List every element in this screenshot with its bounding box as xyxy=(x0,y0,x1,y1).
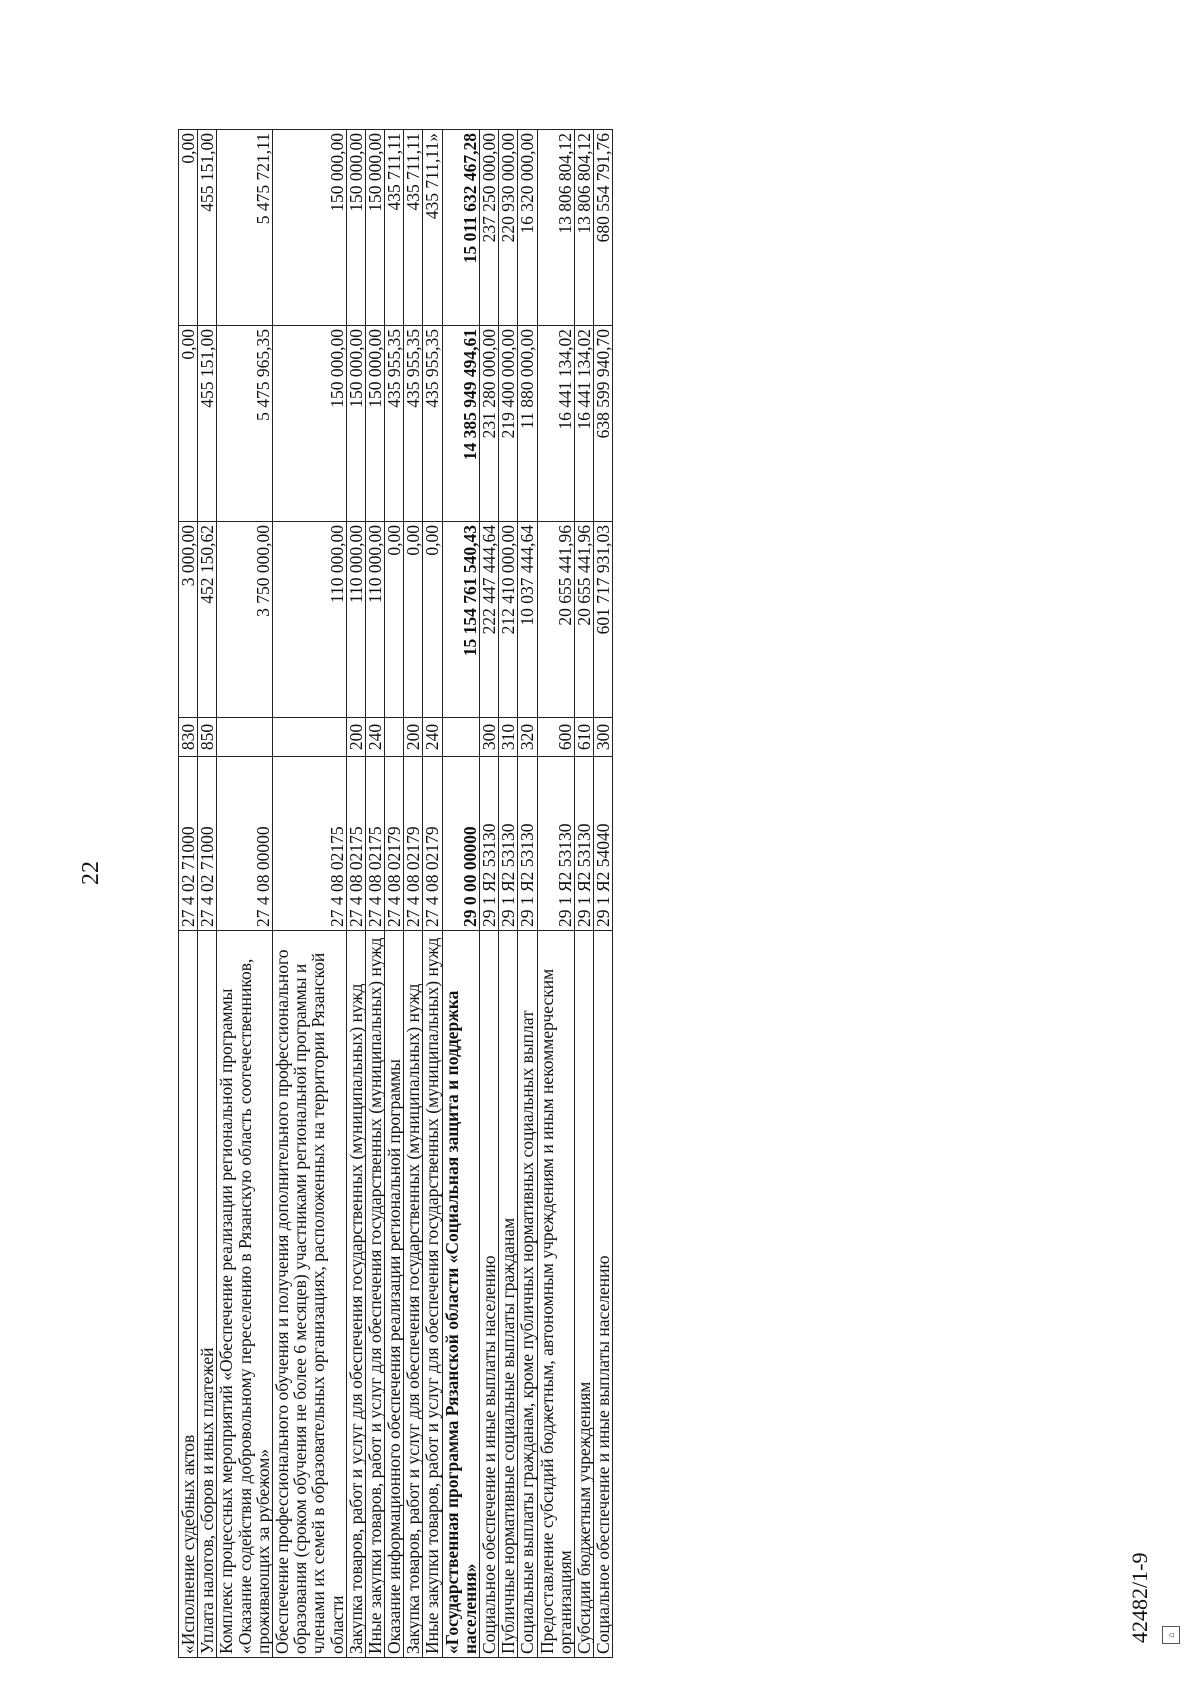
page-number: 22 xyxy=(78,861,104,885)
table-row xyxy=(442,130,479,1658)
row-value-3: 150 000,00 xyxy=(365,130,384,326)
row-value-2: 0,00 xyxy=(179,326,198,522)
table-row xyxy=(346,130,365,1658)
row-value-2: 150 000,00 xyxy=(346,326,365,522)
row-name: Иные закупки товаров, работ и услуг для обеспечения государственных (муниципальных) нужд xyxy=(423,931,442,1658)
row-name: Публичные нормативные социальные выплаты гражданам xyxy=(499,931,518,1658)
table-row xyxy=(365,130,384,1658)
row-value-1: 3 750 000,00 xyxy=(217,522,273,718)
row-value-3: 435 711,11» xyxy=(423,130,442,326)
row-value-2: 455 151,00 xyxy=(198,326,217,522)
row-value-1: 452 150,62 xyxy=(198,522,217,718)
row-value-1: 3 000,00 xyxy=(179,522,198,718)
row-expense-type: 300 xyxy=(594,718,613,757)
row-code: 27 4 08 02179 xyxy=(385,757,404,931)
row-value-2: 5 475 965,35 xyxy=(217,326,273,522)
row-code: 27 4 02 71000 xyxy=(198,757,217,931)
row-value-2: 435 955,35 xyxy=(423,326,442,522)
row-name: Закупка товаров, работ и услуг для обеспечения государственных (муниципальных) нужд xyxy=(346,931,365,1658)
row-name: Субсидии бюджетным учреждениям xyxy=(574,931,593,1658)
row-value-2: 638 599 940,70 xyxy=(594,326,613,522)
row-name: Комплекс процессных мероприятий «Обеспечение реализации региональной программы «Оказание содействия добровольному переселению в Рязанскую область соотечественников, проживающих за рубежом» xyxy=(217,931,273,1658)
row-value-3: 237 250 000,00 xyxy=(480,130,499,326)
row-name: Иные закупки товаров, работ и услуг для обеспечения государственных (муниципальных) нужд xyxy=(365,931,384,1658)
row-value-3: 13 806 804,12 xyxy=(537,130,574,326)
row-expense-type xyxy=(272,718,346,757)
document-id: 42482/1-9 xyxy=(1127,1552,1152,1643)
row-value-1: 15 154 761 540,43 xyxy=(442,522,479,718)
row-name: Обеспечение профессионального обучения и получения дополнительного профессионального образования (сроком обучения не более 6 месяцев) участниками региональной программы и членами их семей в образовательных организациях, расположенных на территории Рязанской области xyxy=(272,931,346,1658)
row-name: Закупка товаров, работ и услуг для обеспечения государственных (муниципальных) нужд xyxy=(404,931,423,1658)
row-expense-type xyxy=(385,718,404,757)
row-value-1: 110 000,00 xyxy=(346,522,365,718)
table-row xyxy=(198,130,217,1658)
row-code: 29 1 Я2 53130 xyxy=(537,757,574,931)
row-value-2: 435 955,35 xyxy=(385,326,404,522)
row-code: 29 1 Я2 53130 xyxy=(499,757,518,931)
row-name: Социальное обеспечение и иные выплаты населению xyxy=(594,931,613,1658)
row-code: 27 4 08 02179 xyxy=(404,757,423,931)
row-expense-type: 200 xyxy=(404,718,423,757)
row-expense-type: 300 xyxy=(480,718,499,757)
row-expense-type: 600 xyxy=(537,718,574,757)
row-value-1: 0,00 xyxy=(404,522,423,718)
table-row xyxy=(272,130,346,1658)
row-value-1: 601 717 931,03 xyxy=(594,522,613,718)
row-value-1: 110 000,00 xyxy=(272,522,346,718)
table-row xyxy=(404,130,423,1658)
row-value-3: 15 011 632 467,28 xyxy=(442,130,479,326)
row-value-3: 435 711,11 xyxy=(385,130,404,326)
row-code: 29 0 00 00000 xyxy=(442,757,479,931)
row-expense-type: 240 xyxy=(365,718,384,757)
row-name: «Исполнение судебных актов xyxy=(179,931,198,1658)
row-value-3: 435 711,11 xyxy=(404,130,423,326)
row-value-2: 150 000,00 xyxy=(272,326,346,522)
row-value-1: 20 655 441,96 xyxy=(574,522,593,718)
row-value-2: 14 385 949 494,61 xyxy=(442,326,479,522)
row-value-1: 10 037 444,64 xyxy=(518,522,537,718)
budget-table-body xyxy=(179,130,613,1658)
row-value-2: 16 441 134,02 xyxy=(574,326,593,522)
row-code: 29 1 Я2 53130 xyxy=(574,757,593,931)
row-expense-type xyxy=(217,718,273,757)
row-value-3: 13 806 804,12 xyxy=(574,130,593,326)
row-code: 27 4 08 02175 xyxy=(365,757,384,931)
row-name: Предоставление субсидий бюджетным, автономным учреждениям и иным некоммерческим организациям xyxy=(537,931,574,1658)
row-value-2: 435 955,35 xyxy=(404,326,423,522)
row-value-1: 20 655 441,96 xyxy=(537,522,574,718)
row-value-1: 0,00 xyxy=(385,522,404,718)
row-value-2: 150 000,00 xyxy=(365,326,384,522)
row-code: 27 4 02 71000 xyxy=(179,757,198,931)
row-name: Социальное обеспечение и иные выплаты населению xyxy=(480,931,499,1658)
table-row xyxy=(480,130,499,1658)
table-row xyxy=(385,130,404,1658)
row-expense-type: 830 xyxy=(179,718,198,757)
row-expense-type: 320 xyxy=(518,718,537,757)
row-expense-type xyxy=(442,718,479,757)
row-value-1: 0,00 xyxy=(423,522,442,718)
stamp-icon: ⌂ xyxy=(1162,1626,1180,1644)
row-value-2: 231 280 000,00 xyxy=(480,326,499,522)
table-row xyxy=(594,130,613,1658)
row-value-3: 150 000,00 xyxy=(272,130,346,326)
row-expense-type: 610 xyxy=(574,718,593,757)
row-value-3: 16 320 000,00 xyxy=(518,130,537,326)
row-expense-type: 200 xyxy=(346,718,365,757)
row-value-2: 16 441 134,02 xyxy=(537,326,574,522)
row-name: Социальные выплаты гражданам, кроме публичных нормативных социальных выплат xyxy=(518,931,537,1658)
row-value-1: 110 000,00 xyxy=(365,522,384,718)
table-row xyxy=(423,130,442,1658)
row-expense-type: 850 xyxy=(198,718,217,757)
row-code: 27 4 08 00000 xyxy=(217,757,273,931)
row-value-2: 11 880 000,00 xyxy=(518,326,537,522)
row-code: 27 4 08 02179 xyxy=(423,757,442,931)
row-code: 29 1 Я2 53130 xyxy=(480,757,499,931)
row-code: 29 1 Я2 54040 xyxy=(594,757,613,931)
table-row xyxy=(499,130,518,1658)
budget-table xyxy=(178,129,613,1658)
table-row xyxy=(537,130,574,1658)
row-code: 27 4 08 02175 xyxy=(272,757,346,931)
row-value-1: 222 447 444,64 xyxy=(480,522,499,718)
row-value-3: 0,00 xyxy=(179,130,198,326)
table-row xyxy=(179,130,198,1658)
row-name: «Государственная программа Рязанской области «Социальная защита и поддержка населения» xyxy=(442,931,479,1658)
table-row xyxy=(574,130,593,1658)
row-value-3: 455 151,00 xyxy=(198,130,217,326)
row-expense-type: 240 xyxy=(423,718,442,757)
row-value-3: 680 554 791,76 xyxy=(594,130,613,326)
table-row xyxy=(217,130,273,1658)
row-value-2: 219 400 000,00 xyxy=(499,326,518,522)
row-value-1: 212 410 000,00 xyxy=(499,522,518,718)
row-name: Уплата налогов, сборов и иных платежей xyxy=(198,931,217,1658)
row-value-3: 5 475 721,11 xyxy=(217,130,273,326)
table-row xyxy=(518,130,537,1658)
row-expense-type: 310 xyxy=(499,718,518,757)
row-name: Оказание информационного обеспечения реализации региональной программы xyxy=(385,931,404,1658)
row-value-3: 220 930 000,00 xyxy=(499,130,518,326)
row-value-3: 150 000,00 xyxy=(346,130,365,326)
row-code: 27 4 08 02175 xyxy=(346,757,365,931)
row-code: 29 1 Я2 53130 xyxy=(518,757,537,931)
